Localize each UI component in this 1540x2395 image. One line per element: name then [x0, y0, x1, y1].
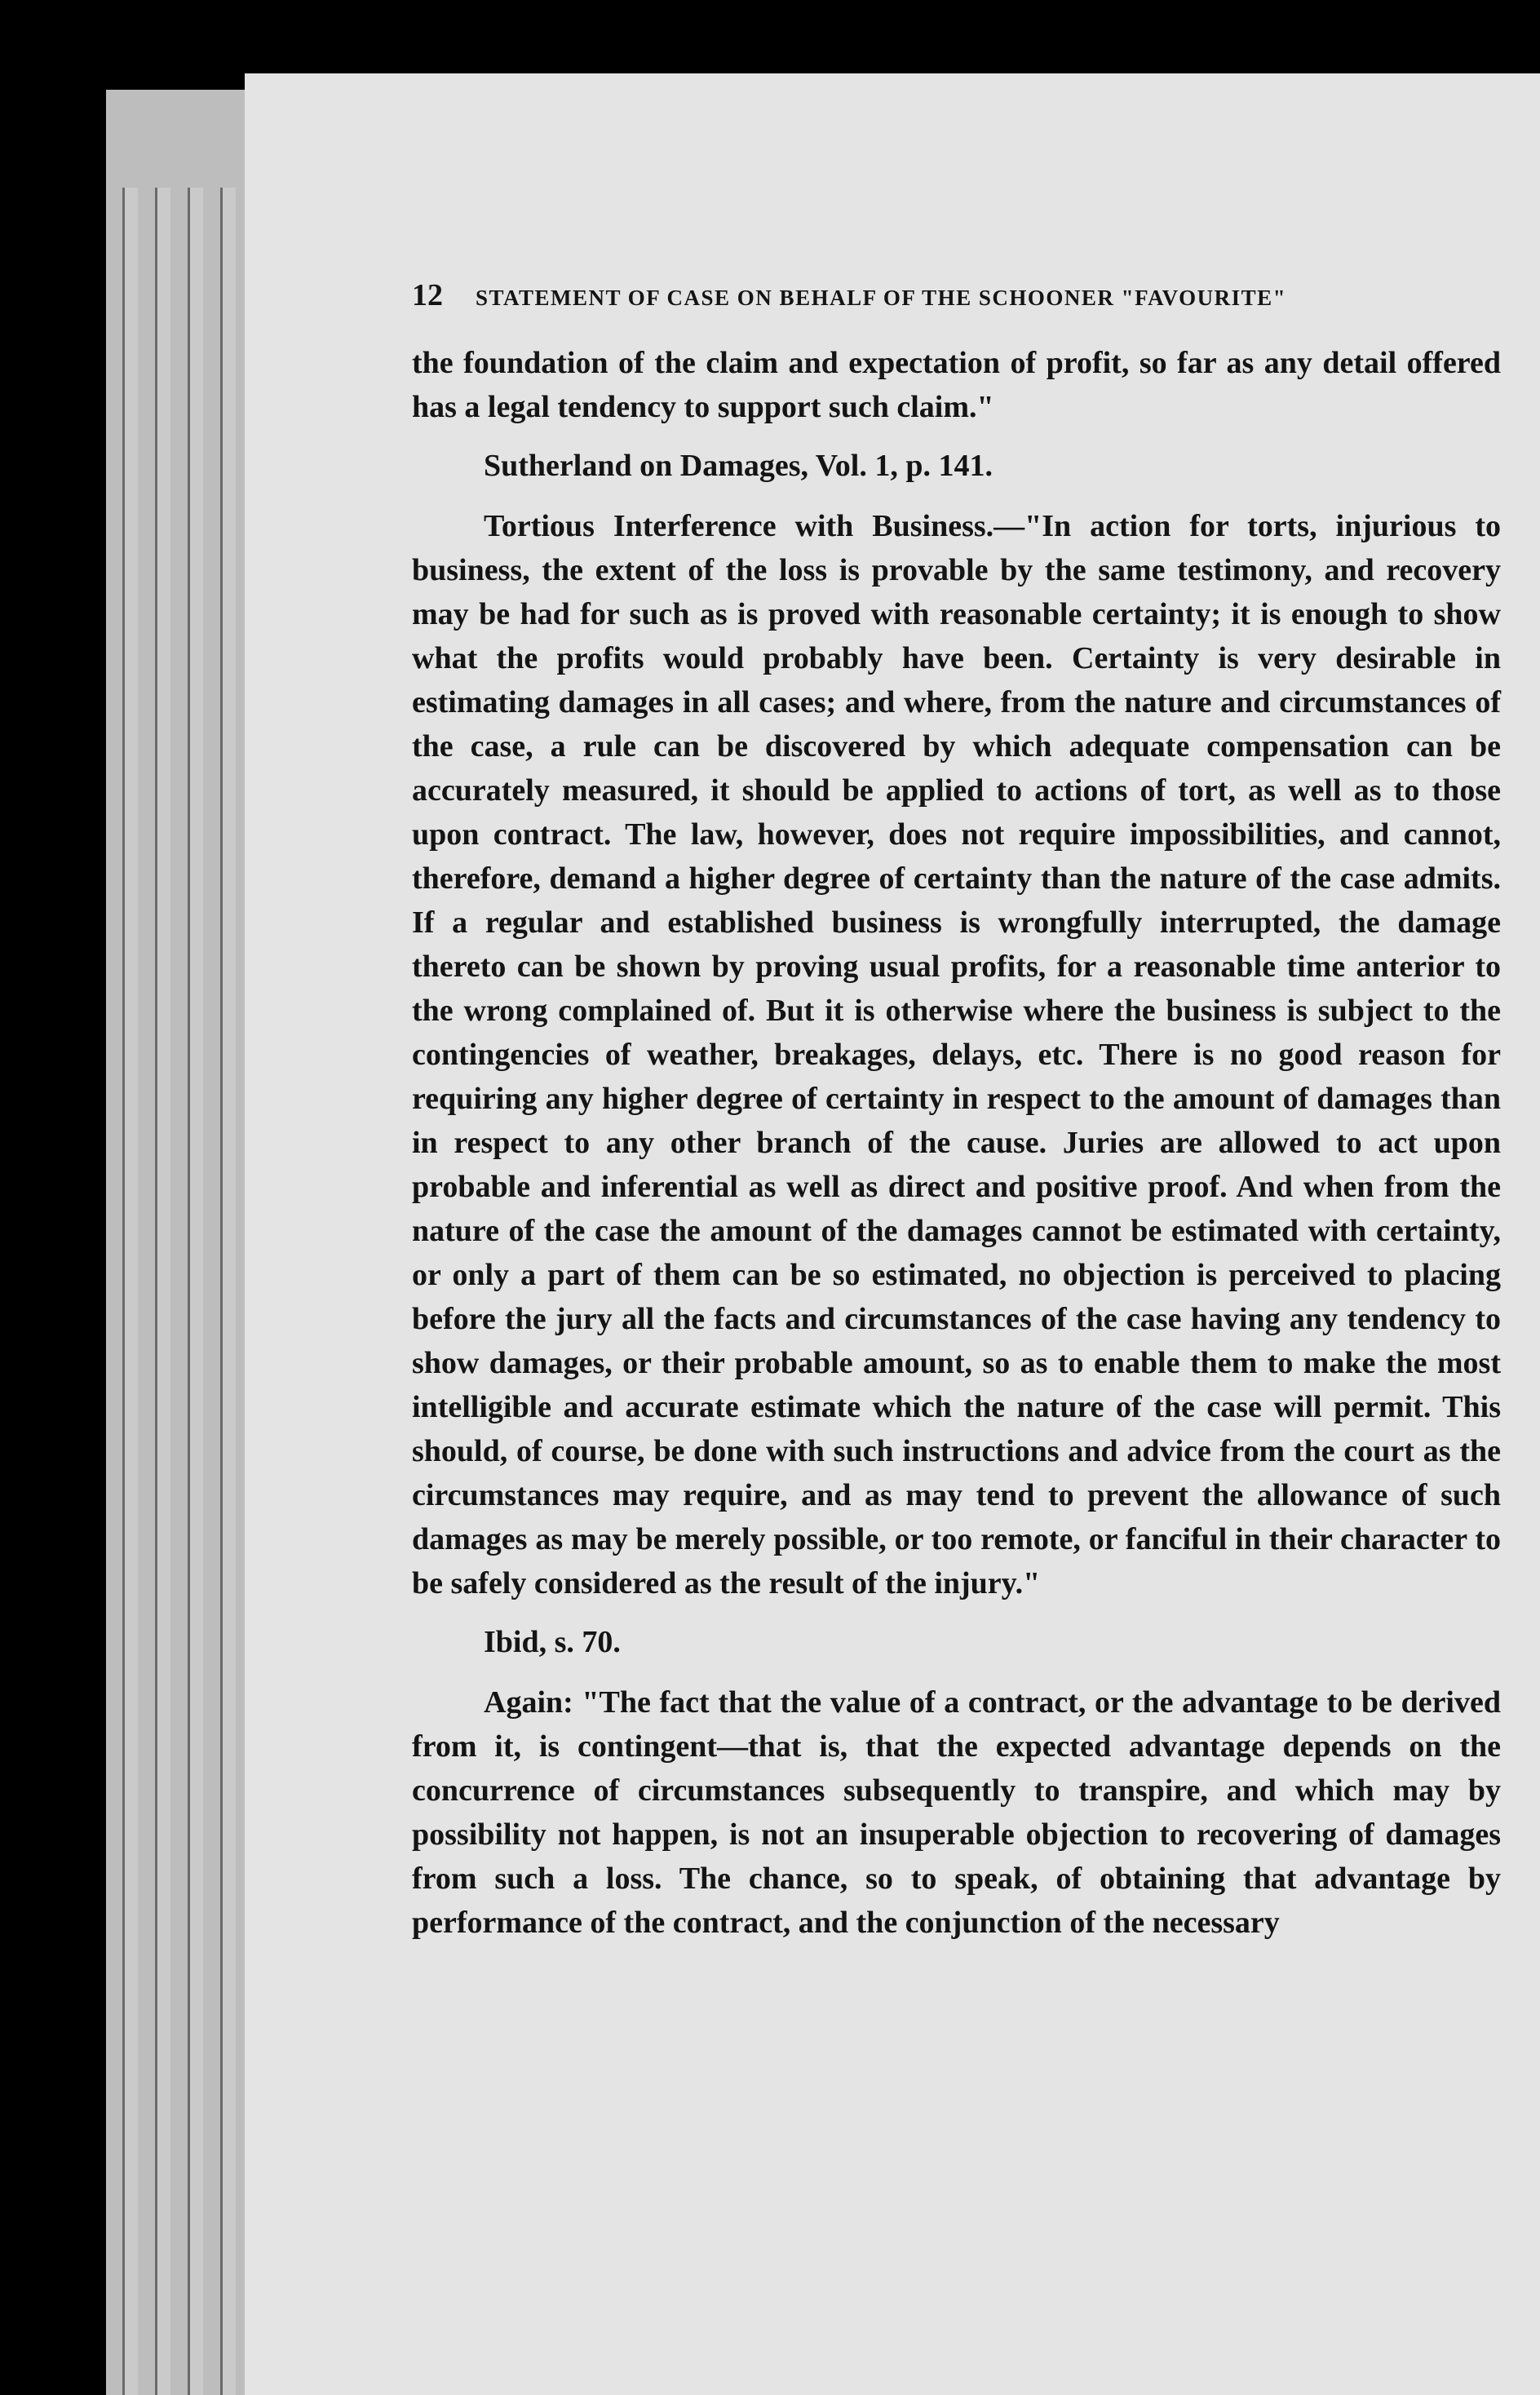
page-text [412, 277, 1501, 1959]
page-edge [188, 188, 203, 2395]
paragraph-tortious-interference: Tortious Interference with Business.—"In action for torts, injurious to business, the extent of the loss is provable by the same testimony, and recovery may be had for such as is proved with reasonable certainty; it is enough to show what the profits would probably have been. Certainty is very desirable in estimating damages in all cases; and where, from the nature and circumstances of the case, a rule can be discovered by which adequate compensation can be accurately measured, it should be applied to actions of tort, as well as to those upon contract. The law, however, does not require impossibilities, and cannot, therefore, demand a higher degree of certainty than the nature of the case admits. If a regular and established business is wrongfully interrupted, the damage thereto can be shown by proving usual profits, for a reasonable time anterior to the wrong complained of. But it is otherwise where the business is subject to the contingencies of weather, breakages, delays, etc. There is no good reason for requiring any higher degree of certainty in respect to the amount of damages than in respect to any other branch of the cause. Juries are allowed to act upon probable and inferential as well as direct and positive proof. And when from the nature of the case the amount of the damages cannot be estimated with certainty, or only a part of them can be so estimated, no objection is perceived to placing before the jury all the facts and circumstances of the case having any tendency to show damages, or their probable amount, so as to enable them to make the most intelligible and accurate estimate which the nature of the case will permit. This should, of course, be done with such instructions and advice from the court as the circumstances may require, and as may tend to prevent the allowance of such damages as may be merely possible, or too remote, or fanciful in their character to be safely considered as the result of the injury." [412, 509, 1501, 1600]
paragraph-continuation: the foundation of the claim and expectation of profit, so far as any detail offered has a legal tendency to support such claim." [412, 346, 1501, 424]
book-page [245, 73, 1540, 2395]
running-head-title: STATEMENT OF CASE ON BEHALF OF THE SCHOONER "FAVOURITE" [476, 286, 1287, 310]
page-number: 12 [412, 278, 443, 312]
page-edge [155, 188, 170, 2395]
page-edge [122, 188, 138, 2395]
page-edge [220, 188, 236, 2395]
citation-sutherland: Sutherland on Damages, Vol. 1, p. 141. [484, 449, 993, 483]
running-head [412, 277, 1501, 313]
paragraph-again: Again: "The fact that the value of a contract, or the advantage to be derived from it, is contingent—that is, that the expected advantage depends on the concurrence of circumstances subsequently to transpire, and which may by possibility not happen, is not an insuperable objection to recovering of damages from such a loss. The chance, so to speak, of obtaining that advantage by performance of the contract, and the conjunction of the necessary [412, 1685, 1501, 1940]
citation-ibid: Ibid, s. 70. [484, 1625, 621, 1659]
